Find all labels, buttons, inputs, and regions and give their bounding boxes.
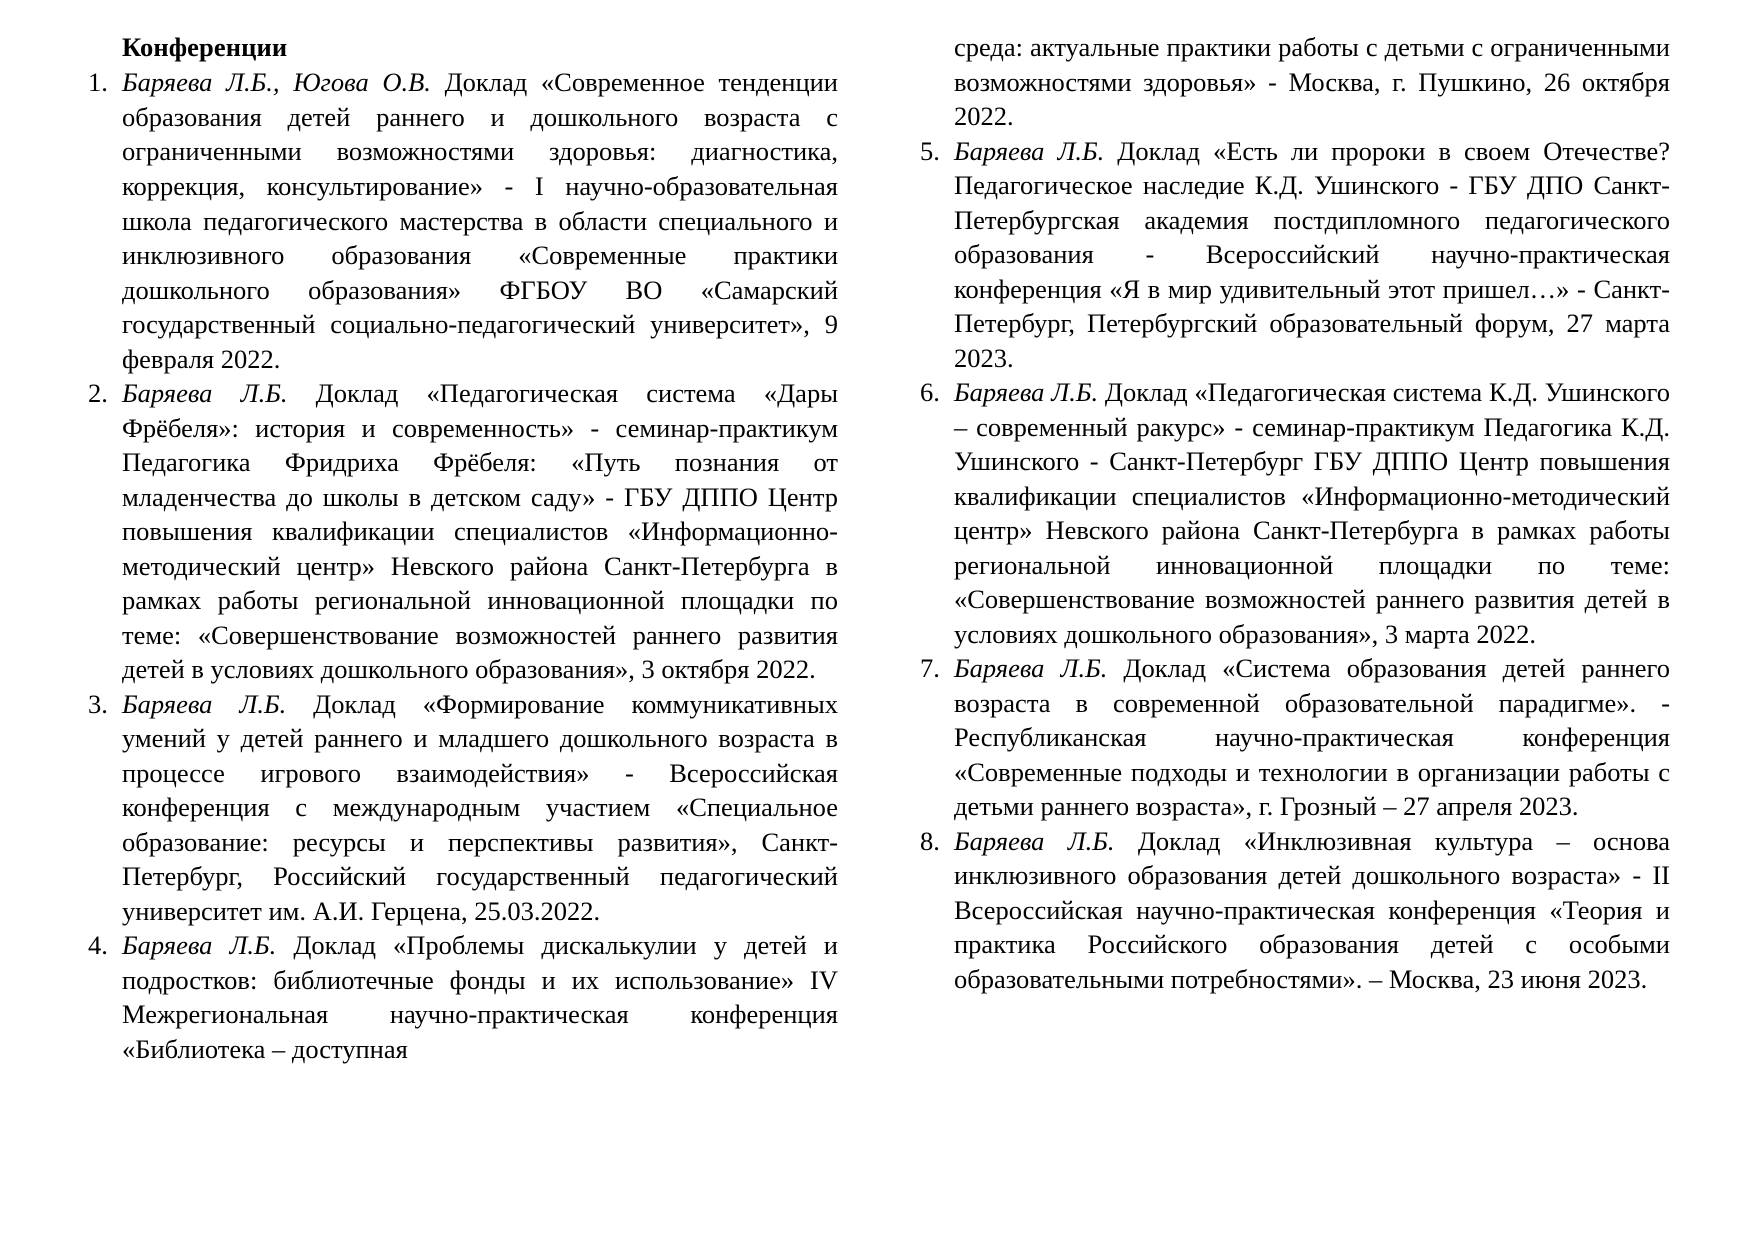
- left-column: [88, 30, 838, 1220]
- two-column-body: [88, 30, 1671, 1220]
- continuation-paragraph: [954, 30, 1670, 134]
- entry-text: Доклад «Современное тенденции образования детей раннего и дошкольного возраста с ограниченными возможностями здоровья: диагностика, коррекция, консультирование» - I научно-образовательная школа педагогического мастерства в области специального и инклюзивного образования «Современные практики дошкольного образования» ФГБОУ ВО «Самарский государственный социально-педагогический университет», 9 февраля 2022.: [122, 67, 838, 374]
- list-item: [920, 134, 1670, 376]
- list-item: [88, 376, 838, 687]
- list-item: [88, 928, 838, 1066]
- conference-list-left: [88, 65, 838, 1066]
- entry-text: Доклад «Педагогическая система К.Д. Ушинского – современный ракурс» - семинар-практикум Педагогика К.Д. Ушинского - Санкт-Петербург ГБУ ДППО Центр повышения квалификации специалистов «Информационно-методический центр» Невского района Санкт-Петербурга в рамках работы региональной инновационной площадки по теме: «Совершенствование возможностей раннего развития детей в условиях дошкольного образования», 3 марта 2022.: [954, 377, 1670, 649]
- list-item: [920, 824, 1670, 997]
- entry-author: Баряева Л.Б.: [954, 135, 1105, 166]
- entry-text: Доклад «Проблемы дискалькулии у детей и подростков: библиотечные фонды и их использование» IV Межрегиональная научно-практическая конференция «Библиотека – доступная: [122, 930, 838, 1064]
- conference-list-right: [920, 134, 1670, 997]
- continuation-text: среда: актуальные практики работы с детьми с ограниченными возможностями здоровья» - Москва, г. Пушкино, 26 октября 2022.: [954, 32, 1670, 132]
- entry-text: Доклад «Система образования детей раннего возраста в современной образовательной парадигме». - Республиканская научно-практическая конференция «Современные подходы и технологии в организации работы с детьми раннего возраста», г. Грозный – 27 апреля 2023.: [954, 653, 1670, 822]
- entry-text: Доклад «Есть ли пророки в своем Отечестве? Педагогическое наследие К.Д. Ушинского - ГБУ ДПО Санкт-Петербургская академия постдипломного педагогического образования - Всероссийский научно-практическая конференция «Я в мир удивительный этот пришел…» - Санкт-Петербург, Петербургский образовательный форум, 27 марта 2023.: [954, 135, 1671, 373]
- entry-author: Баряева Л.Б.: [122, 688, 287, 719]
- page-title: Конференции: [122, 32, 288, 62]
- entry-author: Баряева Л.Б.: [954, 377, 1099, 408]
- entry-text: Доклад «Инклюзивная культура – основа инклюзивного образования детей дошкольного возраста» - II Всероссийская научно-практическая конференция «Теория и практика Российского образования детей с особыми образовательными потребностями». – Москва, 23 июня 2023.: [954, 825, 1671, 994]
- entry-author: Баряева Л.Б.: [122, 378, 288, 409]
- list-item: [88, 687, 838, 929]
- entry-text: Доклад «Педагогическая система «Дары Фрёбеля»: история и современность» - семинар-практикум Педагогика Фридриха Фрёбеля: «Путь познания от младенчества до школы в детском саду» - ГБУ ДППО Центр повышения квалификации специалистов «Информационно-методический центр» Невского района Санкт-Петербурга в рамках работы региональной инновационной площадки по теме: «Совершенствование возможностей раннего развития детей в условиях дошкольного образования», 3 октября 2022.: [122, 378, 838, 685]
- entry-author: Баряева Л.Б.: [954, 653, 1108, 684]
- entry-author: Баряева Л.Б.: [954, 825, 1115, 856]
- list-item: [88, 65, 838, 376]
- entry-author: Баряева Л.Б., Югова О.В.: [122, 67, 431, 98]
- list-item: [920, 375, 1670, 651]
- right-column: [920, 30, 1670, 1220]
- entry-text: Доклад «Формирование коммуникативных умений у детей раннего и младшего дошкольного возраста в процессе игрового взаимодействия» - Всероссийская конференция с международным участием «Специальное образование: ресурсы и перспективы развития», Санкт-Петербург, Российский государственный педагогический университет им. А.И. Герцена, 25.03.2022.: [122, 688, 838, 926]
- list-item: [920, 651, 1670, 824]
- entry-author: Баряева Л.Б.: [122, 930, 277, 961]
